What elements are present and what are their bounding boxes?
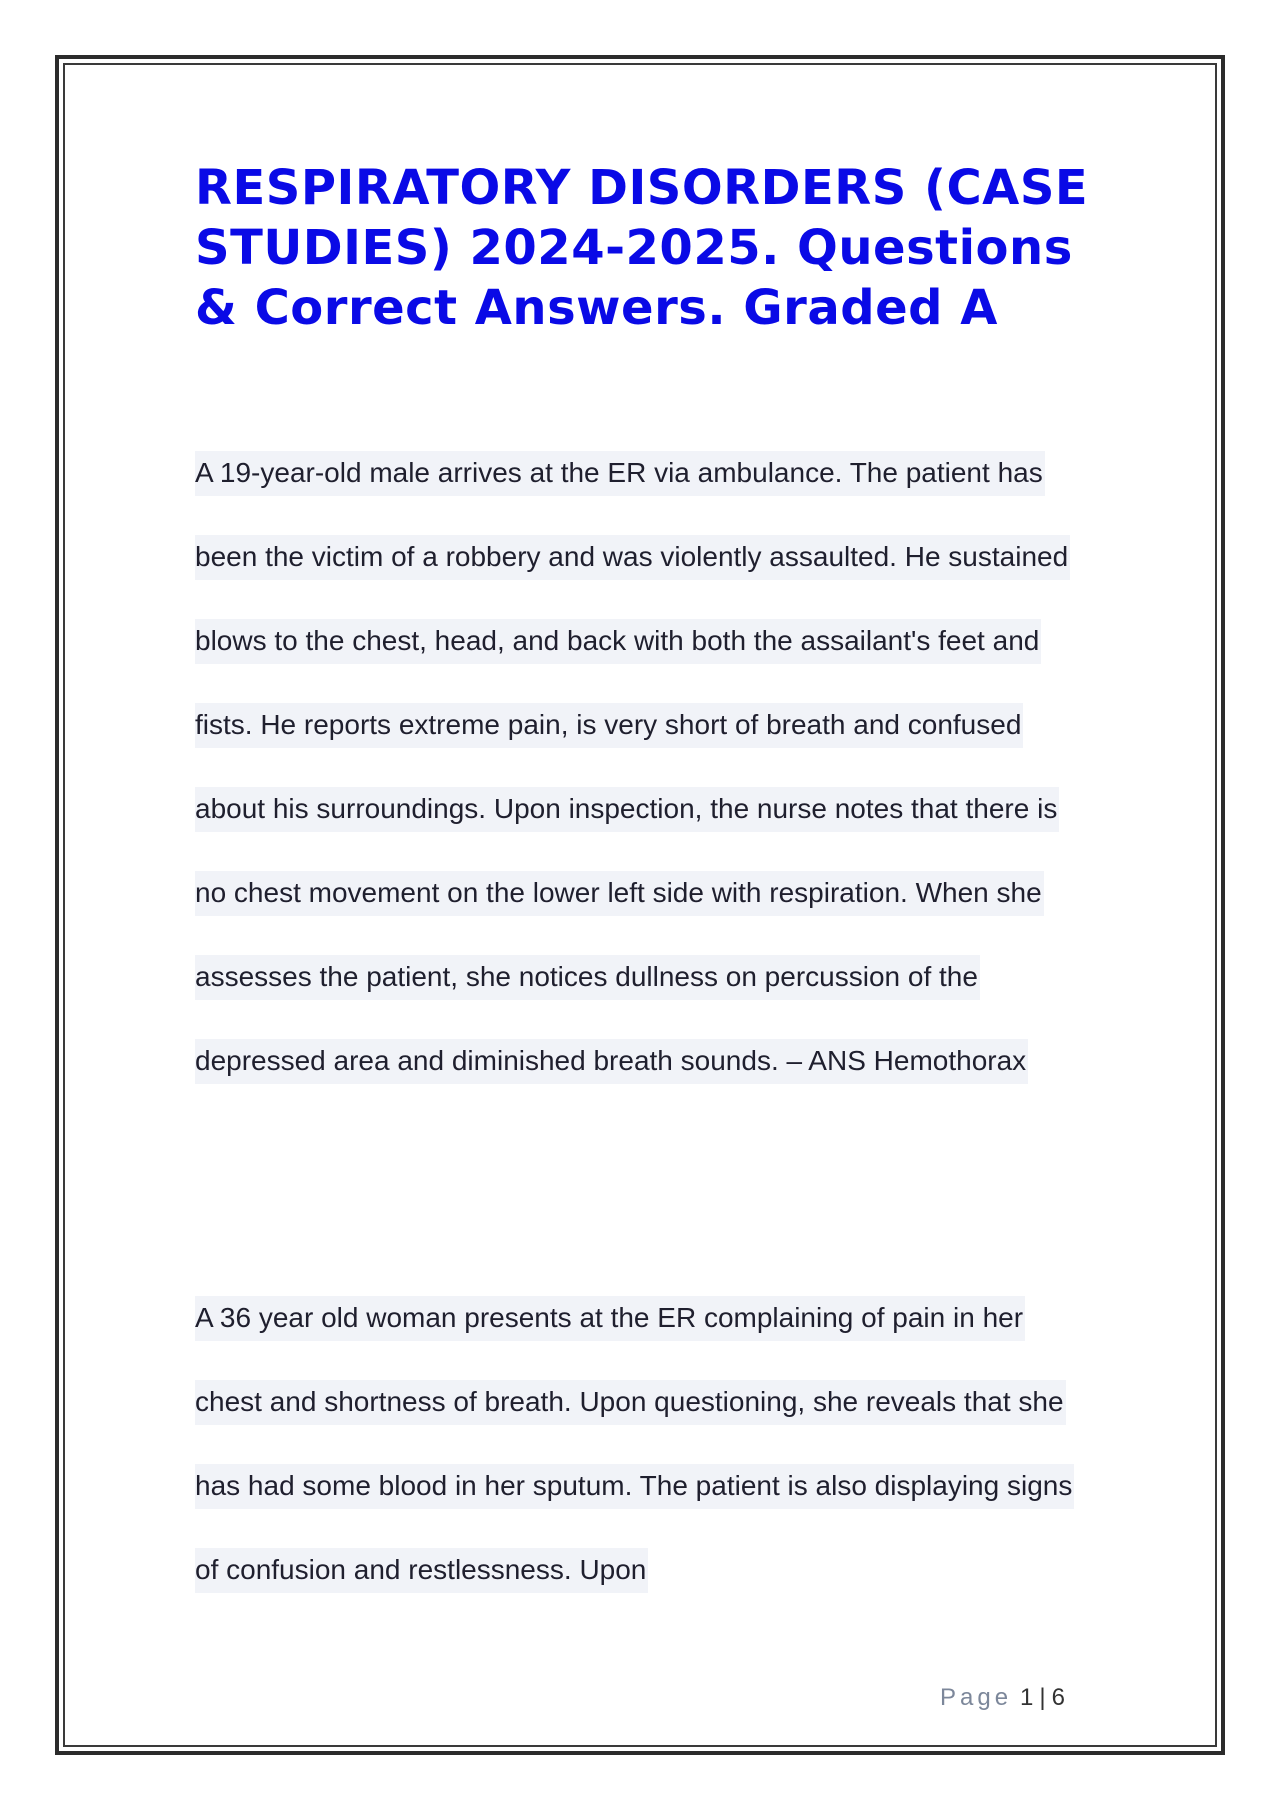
question-1-text: A 19-year-old male arrives at the ER via ambulance. The patient has been the victim of a robbery and was violently assaulted. He sustained blows to the chest, head, and back with both the assailant's feet and fists. He reports extreme pain, is very short of breath and confused about his surroundings. Upon inspection, the nurse notes that there is no chest movement on the lower left side with respiration. When she assesses the patient, she notices dullness on percussion of the depressed area and diminished breath sounds. – ANS Hemothorax [195,451,1070,1084]
page-current: 1 [1020,1684,1034,1711]
page-footer [940,1684,1065,1712]
document-title: RESPIRATORY DISORDERS (CASE STUDIES) 2024-2025. Questions & Correct Answers. Graded A [195,160,1089,336]
page-label: Page [939,1684,1013,1711]
page-total: 6 [1051,1684,1065,1711]
page-separator: | [1039,1684,1046,1711]
question-2-text: A 36 year old woman presents at the ER complaining of pain in her chest and shortness of breath. Upon questioning, she reveals that she has had some blood in her sputum. The patient is also displaying signs of confusion and restlessness. Upon [195,1296,1074,1593]
question-2 [195,1276,1095,1612]
question-1 [195,431,1095,1103]
